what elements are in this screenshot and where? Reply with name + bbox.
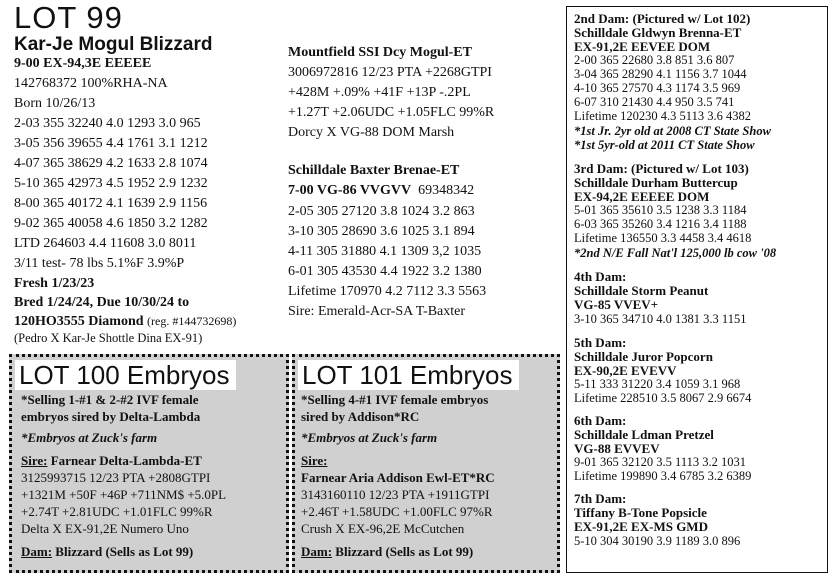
dam-class-line xyxy=(288,184,474,198)
lot101-location: *Embryos at Zuck's farm xyxy=(301,430,438,445)
lot100-dam-text: Blizzard (Sells as Lot 99) xyxy=(52,544,194,559)
lot99-lifetime: LTD 264603 4.4 11608 3.0 8011 xyxy=(14,236,197,251)
dam-record-row: 2-05 305 27120 3.8 1024 3.2 863 xyxy=(288,204,475,219)
dam5-class: EX-90,2E EVEVV xyxy=(574,363,677,378)
lot99-bred-pedigree: (Pedro X Kar-Je Shottle Dina EX-91) xyxy=(14,331,203,345)
sire-info-line: Dorcy X VG-88 DOM Marsh xyxy=(288,125,455,140)
lot99-born: Born 10/26/13 xyxy=(14,96,96,111)
dam3-heading: 3rd Dam: (Pictured w/ Lot 103) xyxy=(574,161,749,176)
lot100-sire-info: Delta X EX-91,2E Numero Uno xyxy=(21,521,189,536)
dam2-record: 4-10 365 27570 4.3 1174 3.5 969 xyxy=(574,81,741,95)
lot99-record-row: 9-02 365 40058 4.6 1850 3.2 1282 xyxy=(14,216,208,231)
dam-record-row: 4-11 305 31880 4.1 1309 3,2 1035 xyxy=(288,244,482,259)
lot101-dam-text: Blizzard (Sells as Lot 99) xyxy=(332,544,474,559)
dam2-record: 2-00 365 22680 3.8 851 3.6 807 xyxy=(574,53,735,67)
lot99-record-row: 4-07 365 38629 4.2 1633 2.8 1074 xyxy=(14,156,208,171)
lot100-box xyxy=(9,354,289,573)
dam7-heading: 7th Dam: xyxy=(574,491,627,506)
lot101-sire-info: +2.46T +1.58UDC +1.00FLC 97%R xyxy=(301,504,493,519)
lot100-location: *Embryos at Zuck's farm xyxy=(21,430,158,445)
dam-name: Schilldale Baxter Brenae-ET xyxy=(288,163,460,178)
lot99-bred-sire: 120HO3555 Diamond xyxy=(14,314,144,329)
lot99-registration: 142768372 100%RHA-NA xyxy=(14,76,168,91)
lot101-dam-line xyxy=(301,545,473,558)
lot99-bred: Bred 1/24/24, Due 10/30/24 to xyxy=(14,295,190,310)
lot101-sire-label: Sire: xyxy=(301,453,328,468)
lot100-sire-info: 3125993715 12/23 PTA +2808GTPI xyxy=(21,470,211,485)
dam3-note: *2nd N/E Fall Nat'l 125,000 lb cow '08 xyxy=(574,246,777,260)
dam-lifetime: Lifetime 170970 4.2 7112 3.3 5563 xyxy=(288,284,487,299)
dam2-heading: 2nd Dam: (Pictured w/ Lot 102) xyxy=(574,11,751,26)
dam4-record: 3-10 365 34710 4.0 1381 3.3 1151 xyxy=(574,312,747,326)
lot101-sire-info: 3143160110 12/23 PTA +1911GTPI xyxy=(301,487,490,502)
lot100-dam-line xyxy=(21,545,193,558)
dam5-record: Lifetime 228510 3.5 8067 2.9 6674 xyxy=(574,391,752,405)
lot99-classification: 9-00 EX-94,3E EEEEE xyxy=(14,56,152,71)
dam3-record: 5-01 365 35610 3.5 1238 3.3 1184 xyxy=(574,203,747,217)
dam7-name: Tiffany B-Tone Popsicle xyxy=(574,505,707,520)
lot101-box xyxy=(292,354,560,573)
dam6-name: Schilldale Ldman Pretzel xyxy=(574,427,714,442)
lot100-selling-line: embryos sired by Delta-Lambda xyxy=(21,409,201,424)
lot99-test: 3/11 test- 78 lbs 5.1%F 3.9%P xyxy=(14,256,185,271)
dam6-record: Lifetime 199890 3.4 6785 3.2 6389 xyxy=(574,469,752,483)
dam3-name: Schilldale Durham Buttercup xyxy=(574,175,738,190)
dam2-note: *1st Jr. 2yr old at 2008 CT State Show xyxy=(574,124,771,138)
dam2-record: 6-07 310 21430 4.4 950 3.5 741 xyxy=(574,95,735,109)
lot99-record-row: 8-00 365 40172 4.1 1639 2.9 1156 xyxy=(14,196,208,211)
lot99-title: LOT 99 xyxy=(14,0,123,35)
dam2-record: Lifetime 120230 4.3 5113 3.6 4382 xyxy=(574,109,751,123)
dam4-name: Schilldale Storm Peanut xyxy=(574,283,709,298)
dam4-class: VG-85 VVEV+ xyxy=(574,297,659,312)
lot100-sire-name: Farnear Delta-Lambda-ET xyxy=(47,453,202,468)
dam3-record: 6-03 365 35260 3.4 1216 3.4 1188 xyxy=(574,217,747,231)
dam3-class: EX-94,2E EEEEE DOM xyxy=(574,189,710,204)
dam-reg: 69348342 xyxy=(418,183,475,198)
dam6-class: VG-88 EVVEV xyxy=(574,441,660,456)
sire-name: Mountfield SSI Dcy Mogul-ET xyxy=(288,45,472,60)
lot101-selling-line: sired by Addison*RC xyxy=(301,409,420,424)
dam2-record: 3-04 365 28290 4.1 1156 3.7 1044 xyxy=(574,67,747,81)
lot100-sire-info: +2.74T +2.81UDC +1.01FLC 99%R xyxy=(21,504,213,519)
dam5-heading: 5th Dam: xyxy=(574,335,627,350)
lot101-selling-line: *Selling 4-#1 IVF female embryos xyxy=(301,392,489,407)
dam-sire: Sire: Emerald-Acr-SA T-Baxter xyxy=(288,304,466,319)
lot99-record-row: 2-03 355 32240 4.0 1293 3.0 965 xyxy=(14,116,201,131)
dam5-name: Schilldale Juror Popcorn xyxy=(574,349,713,364)
lot100-sire-line xyxy=(21,454,202,467)
dam-classification: 7-00 VG-86 VVGVV xyxy=(288,183,412,198)
dam3-record: Lifetime 136550 3.3 4458 3.4 4618 xyxy=(574,231,752,245)
lot99-record-row: 5-10 365 42973 4.5 1952 2.9 1232 xyxy=(14,176,208,191)
lot100-sire-label: Sire: xyxy=(21,453,48,468)
lot100-selling-line: *Selling 1-#1 & 2-#2 IVF female xyxy=(21,392,199,407)
sire-info-line: +428M +.09% +41F +13P -.2PL xyxy=(288,85,471,100)
dam2-class: EX-91,2E EEVEE DOM xyxy=(574,39,711,54)
dam-pedigree-panel xyxy=(566,6,828,573)
lot99-record-row: 3-05 356 39655 4.4 1761 3.1 1212 xyxy=(14,136,208,151)
dam6-heading: 6th Dam: xyxy=(574,413,627,428)
sire-info-line: 3006972816 12/23 PTA +2268GTPI xyxy=(288,65,492,80)
sire-info-line: +1.27T +2.06UDC +1.05FLC 99%R xyxy=(288,105,495,120)
dam-record-row: 3-10 305 28690 3.6 1025 3.1 894 xyxy=(288,224,475,239)
dam2-name: Schilldale Gldwyn Brenna-ET xyxy=(574,25,742,40)
dam7-class: EX-91,2E EX-MS GMD xyxy=(574,519,708,534)
lot100-title: LOT 100 Embryos xyxy=(15,360,236,390)
lot99-fresh: Fresh 1/23/23 xyxy=(14,276,95,291)
lot101-title: LOT 101 Embryos xyxy=(298,360,519,390)
lot99-bred-reg: (reg. #144732698) xyxy=(147,314,237,328)
lot101-dam-label: Dam: xyxy=(301,544,333,559)
lot99-bred-sire-line xyxy=(14,315,236,329)
dam6-record: 9-01 365 32120 3.5 1113 3.2 1031 xyxy=(574,455,746,469)
lot101-sire-info: Crush X EX-96,2E McCutchen xyxy=(301,521,465,536)
lot99-cow-name: Kar-Je Mogul Blizzard xyxy=(14,34,213,55)
dam7-record: 5-10 304 30190 3.9 1189 3.0 896 xyxy=(574,534,741,548)
dam-record-row: 6-01 305 43530 4.4 1922 3.2 1380 xyxy=(288,264,482,279)
lot100-sire-info: +1321M +50F +46P +711NM$ +5.0PL xyxy=(21,487,227,502)
dam4-heading: 4th Dam: xyxy=(574,269,627,284)
dam5-record: 5-11 333 31220 3.4 1059 3.1 968 xyxy=(574,377,741,391)
lot101-sire-name: Farnear Aria Addison Ewl-ET*RC xyxy=(301,470,495,485)
dam2-note: *1st 5yr-old at 2011 CT State Show xyxy=(574,138,755,152)
lot100-dam-label: Dam: xyxy=(21,544,53,559)
